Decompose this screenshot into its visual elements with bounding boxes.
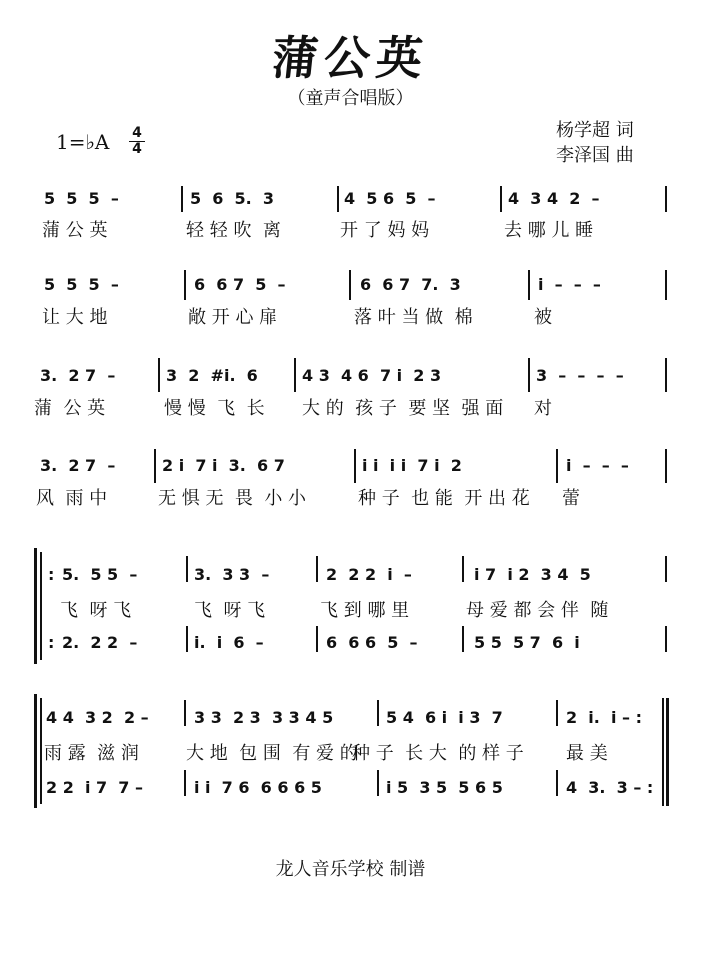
- measure-notes: 6 6 7 7. 3: [360, 275, 461, 294]
- barline: [556, 449, 558, 483]
- lyric-text: 去 哪 儿 睡: [504, 220, 594, 241]
- measure-notes: 4 4 3 2 2 –: [46, 708, 149, 727]
- barline: [556, 700, 558, 726]
- barline: [349, 270, 351, 300]
- lyric-text: 风 雨 中: [36, 488, 108, 509]
- barline: [294, 358, 296, 392]
- barline: [316, 626, 318, 652]
- system-4-lyrics: [0, 484, 701, 514]
- barline: [665, 626, 667, 652]
- measure-notes: i 5 3 5 5 6 5: [386, 778, 503, 797]
- system-3-notes: [0, 366, 701, 396]
- time-signature-bottom: 4: [132, 141, 142, 157]
- lyric-text: 蒲 公 英: [34, 398, 106, 419]
- lyric-text: 蒲 公 英: [42, 220, 108, 241]
- barline: [462, 556, 464, 582]
- measure-notes: 4 3 4 6 7 i 2 3: [302, 366, 442, 385]
- system-barline: [40, 698, 42, 804]
- measure-notes: 3 – – – –: [536, 366, 624, 385]
- chorus-1-upper-notes: [0, 565, 701, 595]
- lyric-text: 母 爱 都 会 伴 随: [466, 600, 609, 621]
- lyric-text: 飞 呀 飞: [194, 600, 266, 621]
- lyric-text: 让 大 地: [42, 307, 108, 328]
- lyric-text: 飞 呀 飞: [60, 600, 132, 621]
- barline: [462, 626, 464, 652]
- measure-notes: i – – –: [538, 275, 601, 294]
- measure-notes: 2. 2 2 –: [62, 633, 138, 652]
- repeat-start: :: [48, 633, 55, 652]
- measure-notes: 2 i. i – :: [566, 708, 642, 727]
- time-signature: [128, 126, 146, 157]
- lyric-text: 对: [534, 398, 552, 419]
- measure-notes: 4 5 6 5 –: [344, 189, 436, 208]
- measure-notes: 3. 2 7 –: [40, 456, 116, 475]
- end-repeat-barline-thick: [666, 698, 669, 806]
- song-title: 蒲公英: [269, 31, 432, 85]
- system-1-notes: [0, 189, 701, 219]
- barline: [181, 186, 183, 212]
- lyric-text: 开 了 妈 妈: [340, 220, 430, 241]
- lyric-text: 慢 慢 飞 长: [164, 398, 265, 419]
- measure-notes: 5 5 5 –: [44, 275, 119, 294]
- system-2-notes: [0, 275, 701, 305]
- measure-notes: 6 6 7 5 –: [194, 275, 286, 294]
- barline: [665, 556, 667, 582]
- measure-notes: i. i 6 –: [194, 633, 264, 652]
- lyric-text: 蕾: [562, 488, 580, 509]
- barline: [665, 186, 667, 212]
- lyric-text: 种 子 也 能 开 出 花: [358, 488, 530, 509]
- song-subtitle: （童声合唱版）: [287, 88, 414, 109]
- lyric-text: 飞 到 哪 里: [320, 600, 410, 621]
- measure-notes: i i i i 7 i 2: [362, 456, 462, 475]
- system-1-lyrics: [0, 216, 701, 246]
- chorus-1-lyrics: [0, 596, 701, 626]
- barline: [158, 358, 160, 392]
- lyric-text: 敞 开 心 扉: [188, 307, 278, 328]
- lyric-text: 最 美: [566, 743, 608, 764]
- lyric-text: 大 的 孩 子 要 坚 强 面: [302, 398, 504, 419]
- footer-credit: 龙人音乐学校 制谱: [275, 859, 426, 880]
- end-repeat-barline-thin: [662, 698, 664, 806]
- lyric-text: 种 子 长 大 的 样 子: [352, 743, 524, 764]
- credits: [556, 118, 634, 168]
- lyric-text: 轻 轻 吹 离: [186, 220, 281, 241]
- repeat-start: :: [48, 565, 55, 584]
- barline: [556, 770, 558, 796]
- chorus-2-upper-notes: [0, 708, 701, 738]
- chorus-2-lyrics: [0, 739, 701, 769]
- measure-notes: i i 7 6 6 6 6 5: [194, 778, 322, 797]
- lyric-text: 落 叶 当 做 棉: [354, 307, 473, 328]
- measure-notes: 5 6 5. 3: [190, 189, 275, 208]
- chorus-2-lower-notes: [0, 778, 701, 808]
- system-4-notes: [0, 456, 701, 486]
- barline: [337, 186, 339, 212]
- measure-notes: i – – –: [566, 456, 629, 475]
- lyric-text: 无 惧 无 畏 小 小: [158, 488, 307, 509]
- chorus-1-lower-notes: [0, 633, 701, 663]
- barline: [186, 556, 188, 582]
- key-signature: 1=♭A: [56, 130, 110, 154]
- measure-notes: 3. 2 7 –: [40, 366, 116, 385]
- measure-notes: 4 3. 3 – :: [566, 778, 654, 797]
- measure-notes: 5. 5 5 –: [62, 565, 138, 584]
- measure-notes: 3. 3 3 –: [194, 565, 270, 584]
- repeat-barline: [40, 552, 42, 660]
- barline: [184, 700, 186, 726]
- measure-notes: 2 2 i 7 7 –: [46, 778, 144, 797]
- measure-notes: 2 2 2 i –: [326, 565, 412, 584]
- composer: 李泽国 曲: [556, 145, 634, 166]
- measure-notes: i 7 i 2 3 4 5: [474, 565, 591, 584]
- barline: [316, 556, 318, 582]
- barline: [377, 770, 379, 796]
- measure-notes: 6 6 6 5 –: [326, 633, 418, 652]
- time-signature-top: 4: [132, 125, 142, 141]
- barline: [500, 186, 502, 212]
- barline: [665, 358, 667, 392]
- lyric-text: 大 地 包 围 有 爱 的: [186, 743, 358, 764]
- barline: [184, 270, 186, 300]
- barline: [184, 770, 186, 796]
- measure-notes: 2 i 7 i 3. 6 7: [162, 456, 285, 475]
- system-3-lyrics: [0, 394, 701, 424]
- barline: [665, 449, 667, 483]
- measure-notes: 5 5 5 7 6 i: [474, 633, 580, 652]
- barline: [377, 700, 379, 726]
- lyricist: 杨学超 词: [556, 120, 634, 141]
- measure-notes: 5 5 5 –: [44, 189, 119, 208]
- lyric-text: 雨 露 滋 润: [44, 743, 139, 764]
- measure-notes: 3 2 #i. 6: [166, 366, 258, 385]
- measure-notes: 3 3 2 3 3 3 4 5: [194, 708, 334, 727]
- barline: [528, 270, 530, 300]
- barline: [186, 626, 188, 652]
- system-2-lyrics: [0, 303, 701, 333]
- lyric-text: 被: [534, 307, 552, 328]
- barline: [354, 449, 356, 483]
- barline: [154, 449, 156, 483]
- measure-notes: 4 3 4 2 –: [508, 189, 600, 208]
- measure-notes: 5 4 6 i i 3 7: [386, 708, 503, 727]
- barline: [528, 358, 530, 392]
- barline: [665, 270, 667, 300]
